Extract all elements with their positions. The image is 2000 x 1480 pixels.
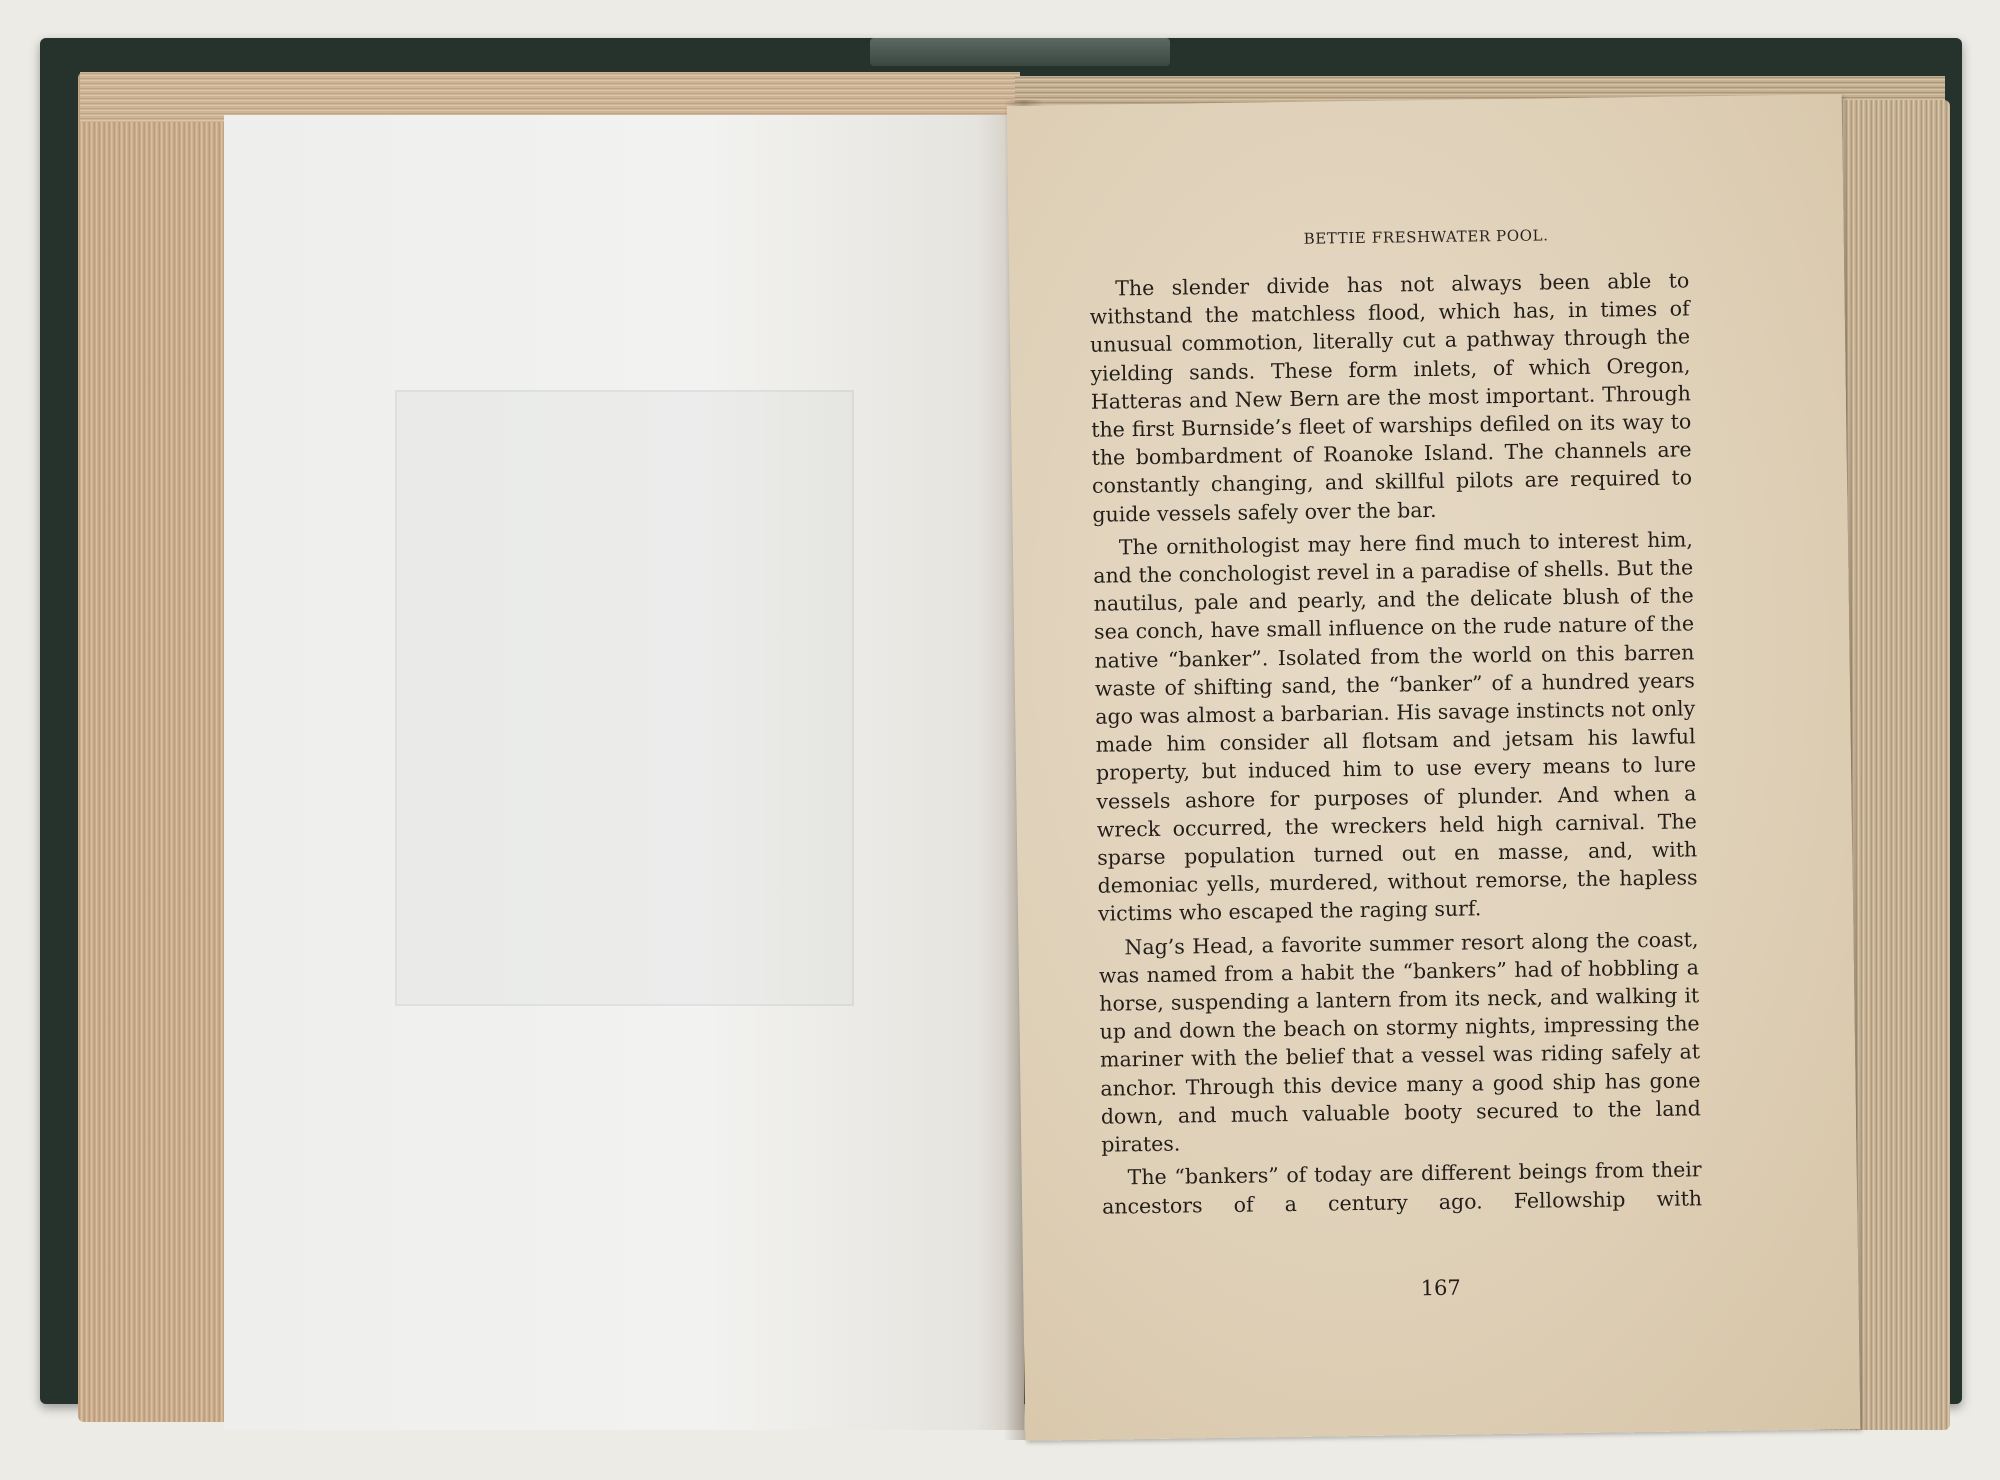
show-through-illustration (395, 390, 854, 1006)
page-number: 167 (1420, 1275, 1461, 1301)
left-page (224, 115, 1024, 1430)
running-head: BETTIE FRESHWATER POOL. (1303, 226, 1549, 248)
left-page-edges (78, 72, 238, 1422)
body-text (1089, 266, 1702, 1225)
spine-wear (870, 38, 1170, 66)
paragraph: The slender divide has not always been able to withstand the matchless flood, which has, in times of unusual commotion, literally cut a pathway through the yielding sands. These form inlets, of which Oregon, Hatteras and New Bern are the most important. Through the first Burnside’s fleet of warships defiled on its way to the bombardment of Roanoke Island. The channels are constantly changing, and skillful pilots are required to guide vessels safely over the bar. (1089, 268, 1693, 527)
paragraph: The ornithologist may here find much to interest him, and the conchologist revel in a paradise of shells. But the nautilus, pale and pearly, and the delicate blush of the sea conch, have small influence on the rude nature of the native “banker”. Isolated from the world on this barren waste of shifting sand, the “banker” of a hundred years ago was almost a barbarian. His savage instincts not only made him consider all flotsam and jetsam his lawful property, but induced him to use every means to lure vessels ashore for purposes of plunder. And when a wreck occurred, the wreckers held high carnival. The sparse population turned out en masse, and, with demoniac yells, murdered, without remorse, the hapless victims who escaped the raging surf. (1093, 527, 1698, 927)
right-page (1007, 94, 1861, 1441)
paragraph: The “bankers” of today are different beings from their ancestors of a century ago. Fellowship with (1101, 1157, 1703, 1219)
paragraph: Nag’s Head, a favorite summer resort along the coast, was named from a habit the “bankers” had of hobbling a horse, suspending a lantern from its neck, and walking it up and down the beach on stormy nights, impressing the mariner with the belief that a vessel was riding safely at anchor. Through this device many a good ship has gone down, and much valuable booty secured to the land pirates. (1098, 926, 1701, 1157)
